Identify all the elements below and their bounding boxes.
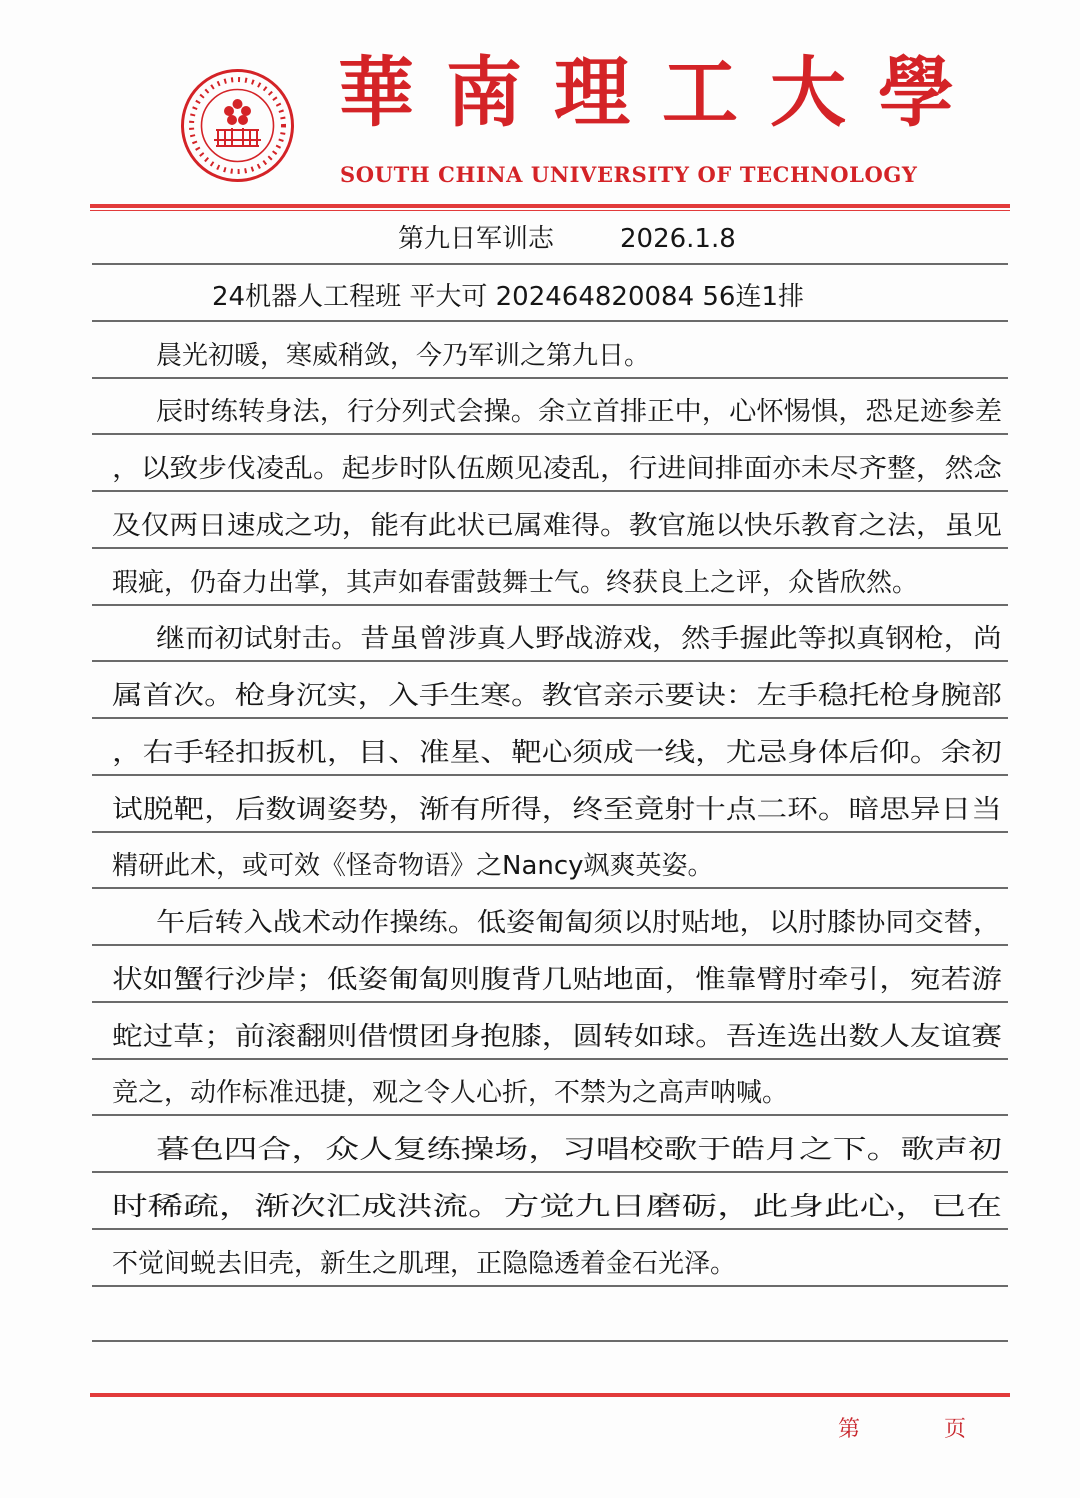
paragraph-line: 竞之，动作标准迅捷，观之令人心折，不禁为之高声呐喊。 [112,1078,789,1108]
paragraph-line: 属首次。枪身沉实，入手生寒。教官亲示要诀：左手稳托枪身腕部 [112,681,1002,711]
paragraph-line: 午后转入战术动作操练。低姿匍匐须以肘贴地，以肘膝协同交替， [156,908,1003,938]
ruled-line [92,887,1008,889]
header-red-rule [90,204,1010,208]
paragraph-line: 晨光初暖，寒威稍敛，今乃军训之第九日。 [156,341,651,371]
ruled-line [92,717,1008,719]
ruled-line [92,490,1008,492]
paragraph-line: 精研此术，或可效《怪奇物语》之Nancy飒爽英姿。 [112,851,714,881]
ruled-line [92,1001,1008,1003]
author-line: 24机器人工程班 平大可 202464820084 56连1排 [212,282,805,312]
ruled-line [92,547,1008,549]
paragraph-line: ，右手轻扣扳机，目、准星、靶心须成一线，尤忌身体后仰。余初 [112,738,1002,768]
university-seal-logo [180,68,295,183]
university-name-english: SOUTH CHINA UNIVERSITY OF TECHNOLOGY [340,162,918,187]
paragraph-line: 时稀疏，渐次汇成洪流。方觉九日磨砺，此身此心，已在 [112,1192,1002,1222]
entry-title: 第九日军训志 [398,224,555,254]
paragraph-line: 瑕疵，仍奋力出掌，其声如春雷鼓舞士气。终获良上之评，众皆欣然。 [112,568,919,598]
paragraph-line: 辰时练转身法，行分列式会操。余立首排正中，心怀惕惧，恐足迹参差 [156,397,1002,427]
ruled-line [92,1340,1008,1342]
ruled-line [92,944,1008,946]
ruled-line [92,774,1008,776]
page-label-right: 页 [944,1417,967,1442]
university-name-chinese: 華南理工大學 [338,48,986,137]
ruled-line [92,1228,1008,1230]
paragraph-line: ，以致步伐凌乱。起步时队伍颇见凌乱，行进间排面亦未尽齐整，然念 [112,454,1002,484]
entry-date: 2026.1.8 [620,224,736,254]
footer-red-rule [90,1393,1010,1397]
ruled-line [92,377,1008,379]
paragraph-line: 试脱靶，后数调姿势，渐有所得，终至竟射十点二环。暗思异日当 [112,795,1002,825]
ruled-line [92,1171,1008,1173]
ruled-line [92,1285,1008,1287]
paragraph-line: 蛇过草；前滚翻则借惯团身抱膝，圆转如球。吾连选出数人友谊赛 [112,1022,1002,1052]
paragraph-line: 状如蟹行沙岸；低姿匍匐则腹背几贴地面，惟靠臂肘牵引，宛若游 [112,965,1002,995]
header-red-rule-thin [90,210,1010,211]
paragraph-line: 暮色四合，众人复练操场，习唱校歌于皓月之下。歌声初 [156,1135,1003,1165]
ruled-line [92,433,1008,435]
ruled-line [92,263,1008,265]
ruled-line [92,1114,1008,1116]
ruled-line [92,604,1008,606]
ruled-line [92,320,1008,322]
paragraph-line: 不觉间蜕去旧壳，新生之肌理，正隐隐透着金石光泽。 [112,1249,737,1279]
page-label-left: 第 [838,1417,861,1442]
paragraph-line: 继而初试射击。昔虽曾涉真人野战游戏，然手握此等拟真钢枪，尚 [156,624,1003,654]
ruled-line [92,1058,1008,1060]
paragraph-line: 及仅两日速成之功，能有此状已属难得。教官施以快乐教育之法，虽见 [112,511,1002,541]
ruled-line [92,660,1008,662]
ruled-line [92,831,1008,833]
